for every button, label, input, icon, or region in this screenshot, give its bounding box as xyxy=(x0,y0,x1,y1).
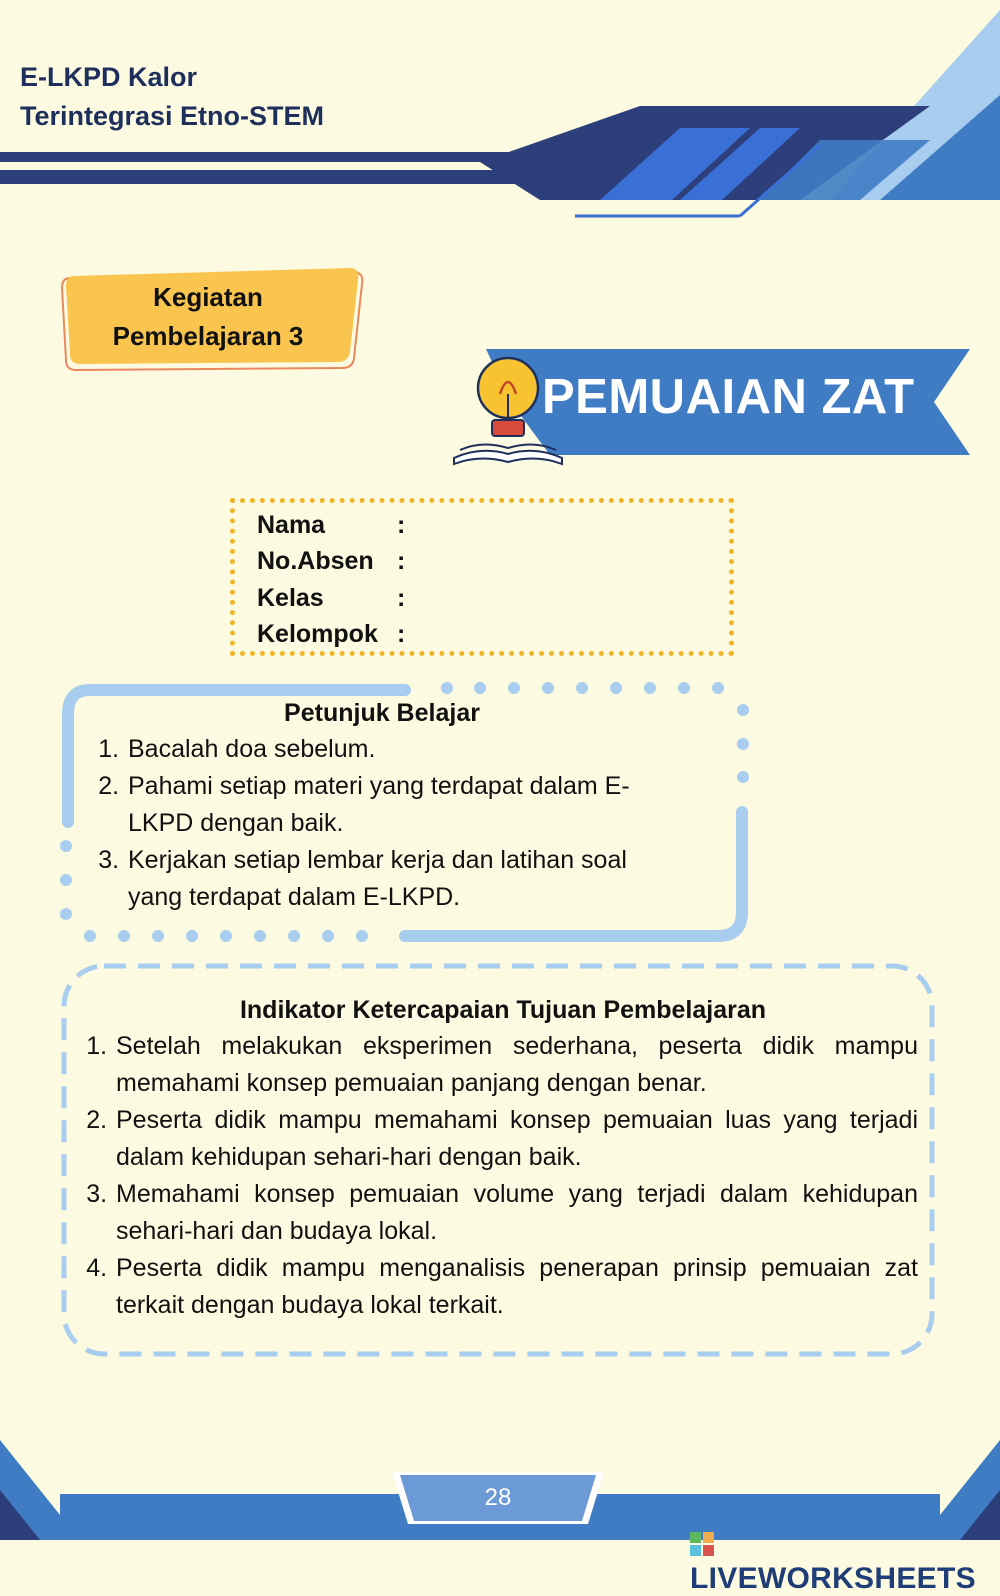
identity-label: No.Absen xyxy=(257,547,374,575)
header-title xyxy=(20,58,324,136)
page-number-badge xyxy=(392,1472,604,1524)
list-item: 3. Kerjakan setiap lembar kerja dan latihan soal yang terdapat dalam E-LKPD. xyxy=(126,842,680,916)
liveworksheets-logo-icon xyxy=(690,1532,714,1556)
indikator-section xyxy=(88,992,918,1324)
identity-label: Nama xyxy=(257,511,326,539)
list-item: 3. Memahami konsep pemuaian volume yang terjadi dalam kehidupan sehari-hari dan budaya lokal. xyxy=(114,1176,918,1250)
liveworksheets-brand xyxy=(690,1528,1000,1596)
identity-row-kelas xyxy=(257,580,405,616)
identity-colon: : xyxy=(397,584,406,612)
header-line2: Terintegrasi Etno-STEM xyxy=(20,101,325,131)
indikator-title: Indikator Ketercapaian Tujuan Pembelajaran xyxy=(239,996,767,1024)
list-item: 2. Peserta didik mampu memahami konsep pemuaian luas yang terjadi dalam kehidupan sehari-hari dengan baik. xyxy=(114,1102,918,1176)
brand-text: LIVEWORKSHEETS xyxy=(690,1562,976,1595)
kegiatan-line1: Kegiatan xyxy=(153,282,263,312)
petunjuk-title: Petunjuk Belajar xyxy=(284,699,480,727)
petunjuk-section xyxy=(100,695,680,916)
list-item: 2. Pahami setiap materi yang terdapat dalam E-LKPD dengan baik. xyxy=(126,768,680,842)
identity-row-absen xyxy=(257,543,405,579)
header-line1: E-LKPD Kalor xyxy=(20,62,198,92)
identity-colon: : xyxy=(397,547,406,575)
identity-label: Kelompok xyxy=(257,620,378,648)
identity-row-nama xyxy=(257,507,405,543)
identity-label: Kelas xyxy=(257,584,324,612)
kegiatan-badge xyxy=(58,268,368,376)
kegiatan-label xyxy=(58,278,358,356)
identity-row-kelompok xyxy=(257,616,405,652)
kegiatan-line2: Pembelajaran 3 xyxy=(112,321,304,351)
indikator-list xyxy=(88,1028,918,1324)
list-item: 1. Bacalah doa sebelum. xyxy=(126,731,680,768)
banner-title: PEMUAIAN ZAT xyxy=(542,370,915,424)
identity-colon: : xyxy=(397,511,406,539)
petunjuk-list xyxy=(100,731,680,916)
page-number: 28 xyxy=(484,1484,512,1511)
student-identity-box xyxy=(230,498,734,656)
list-item: 1. Setelah melakukan eksperimen sederhana, peserta didik mampu memahami konsep pemuaian panjang dengan benar. xyxy=(114,1028,918,1102)
section-banner xyxy=(450,345,980,465)
identity-colon: : xyxy=(397,620,406,648)
list-item: 4. Peserta didik mampu menganalisis penerapan prinsip pemuaian zat terkait dengan budaya lokal terkait. xyxy=(114,1250,918,1324)
